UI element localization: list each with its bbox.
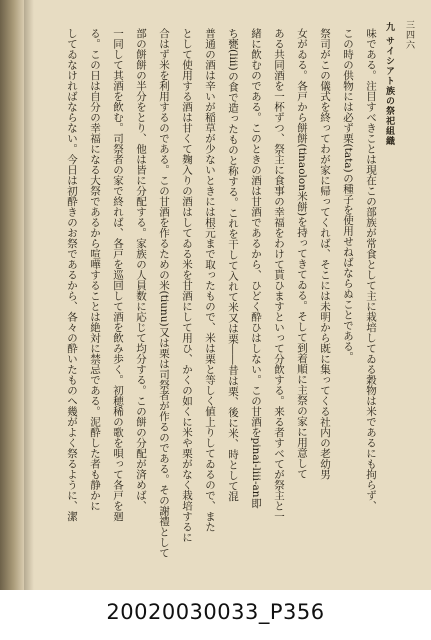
text-column: 部の餅餅の半分をとり、他は皆に分配する。家族の人員数に応じて均分する。この餅の分配が済めば、 (135, 28, 147, 511)
text-column: ち甕(liii)の食で造ったものと称する。これを干して入れて米又は栗――昔は栗、後に米、時として混 (227, 28, 239, 502)
text-column: 味である。注目すべきことは現在この部族が常食として主に栽培してゐる穀物は米であるにも拘らず、 (365, 28, 377, 511)
text-column: 一同して其酒を飲む。司祭者の家で終れば、各戸を巡回して酒を飲み歩く。初穂稀の歌を唄って各戸を廻 (112, 28, 124, 522)
image-caption: 20020030033_P356 (106, 600, 325, 624)
page-edge-shadow (24, 0, 34, 590)
page-number: 三四六 (404, 20, 414, 50)
text-column: 合はず米を利用するのである。この甘酒を作るための米(tiunu)又は栗は司祭者が作るのである。その謝禮として (158, 28, 170, 558)
book-gutter (0, 0, 24, 590)
text-column: 緒に飲むのである。このときの酒は甘酒であるから、ひどく酔ひはしない。この甘酒をpinai-liii-an即 (250, 28, 262, 509)
text-column: 女がゐる。各戸から餅餅(tinaolon米餅)を持ってきてゐる。そして到着順に主祭の家に用意して (296, 28, 308, 479)
text-column: 祭司がこの儀式を終ってわが家に帰ってくれば、そこには未明から既に集ってくる社内の老幼男 (319, 28, 331, 480)
text-column: 普通の酒は辛いが稲草が少ないときには根元まで取ったもので、米は栗と等しく値上りしてゐるので、また (204, 28, 216, 532)
running-head: 九 サイシアト族の祭祀組織 (384, 22, 394, 147)
text-column: ある共同酒を一杯ずつ、祭主に食事の幸福をわけて貰ひますといって分飲する。来る者すべてが祭主と一 (273, 28, 285, 522)
text-column: として使用する酒は甘くて麹入りの酒はしてゐる米を甘酒にして用ひ、かくの如くに米や栗がなく栽培するに (181, 28, 193, 543)
text-column: この時の供物には必ず栗(tata)の種子を使用せねばならぬことである。 (342, 28, 354, 362)
text-column: る。この日は自分の幸福になる大祭であるから喧嘩することは絶対に禁忌である。泥酔した者も静かに (89, 28, 101, 511)
text-column: してゐなければならない。今日は初酔きのお祭であるから、各々の酔いたものへ幾がよく祭るように、潔 (66, 28, 78, 522)
